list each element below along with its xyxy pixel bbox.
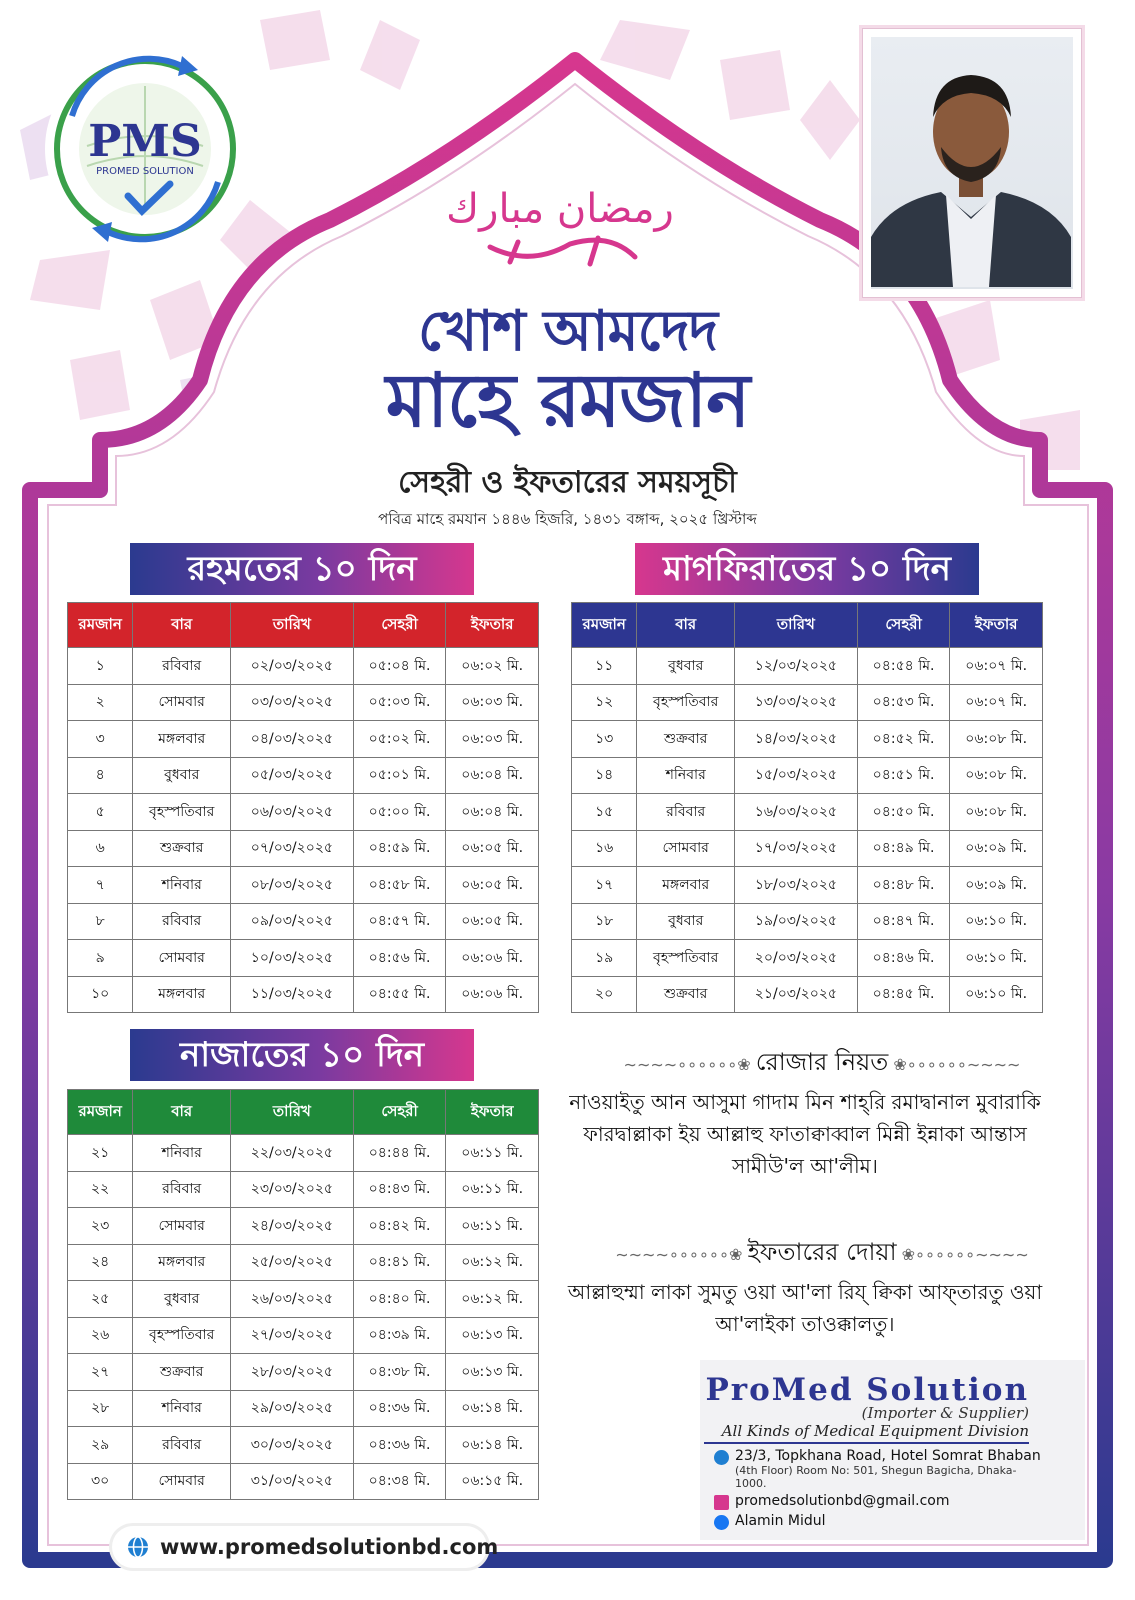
cell-day: বৃহস্পতিবার [637, 684, 735, 721]
cell-iftar: ০৬:১৩ মি. [446, 1317, 539, 1354]
cell-day: সোমবার [637, 830, 735, 867]
table-row [572, 867, 1043, 904]
address-line1: 23/3, Topkhana Road, Hotel Somrat Bhaban [735, 1448, 1041, 1464]
cell-ramadan: ১৫ [572, 794, 637, 831]
ornament-right-icon: ❀∘∘∘∘∘∘∼∼∼∼ [896, 1245, 1029, 1264]
table-row [68, 830, 539, 867]
cell-date: ১৫/০৩/২০২৫ [735, 757, 858, 794]
iftar-dua-heading [572, 1234, 1072, 1274]
cell-ramadan: ৩০ [68, 1463, 133, 1500]
company-division: All Kinds of Medical Equipment Division [704, 1422, 1029, 1444]
cell-date: ০৭/০৩/২০২৫ [231, 830, 354, 867]
cell-iftar: ০৬:০৫ মি. [446, 867, 539, 904]
cell-date: ০৪/০৩/২০২৫ [231, 721, 354, 758]
banner-magfirat: মাগফিরাতের ১০ দিন [635, 543, 979, 595]
title-welcome: খোশ আমদেদ [417, 298, 718, 364]
niyat-heading-text: রোজার নিয়ত [755, 1048, 889, 1076]
col-day: বার [133, 603, 231, 648]
cell-day: শুক্রবার [133, 1354, 231, 1391]
facebook-icon [714, 1515, 729, 1530]
cell-iftar: ০৬:১২ মি. [446, 1244, 539, 1281]
cell-day: শনিবার [133, 1135, 231, 1172]
cell-ramadan: ২৬ [68, 1317, 133, 1354]
cell-sehri: ০৪:৫৬ মি. [353, 940, 446, 977]
ramadan-mubarak-calligraphy [446, 172, 674, 282]
cell-sehri: ০৪:৫৭ মি. [353, 903, 446, 940]
contact-block [714, 1448, 1044, 1533]
cell-iftar: ০৬:০২ মি. [446, 648, 539, 685]
title-ramadan: মাহে রমজান [385, 358, 750, 444]
cell-ramadan: ২৪ [68, 1244, 133, 1281]
cell-ramadan: ১০ [68, 976, 133, 1013]
cell-iftar: ০৬:০৮ মি. [950, 757, 1043, 794]
table-row [572, 794, 1043, 831]
cell-sehri: ০৪:৪৬ মি. [857, 940, 950, 977]
cell-iftar: ০৬:১৫ মি. [446, 1463, 539, 1500]
schedule-subtitle: সেহরী ও ইফতারের সময়সূচী [398, 465, 737, 500]
email-icon [714, 1495, 729, 1510]
logo-text: PMS [88, 116, 202, 167]
table-row [68, 1135, 539, 1172]
cell-ramadan: ২২ [68, 1171, 133, 1208]
ornament-left-icon: ∼∼∼∼∘∘∘∘∘∘❀ [623, 1055, 756, 1074]
cell-sehri: ০৪:৪১ মি. [353, 1244, 446, 1281]
cell-day: রবিবার [637, 794, 735, 831]
cell-day: রবিবার [133, 1427, 231, 1464]
cell-iftar: ০৬:১৪ মি. [446, 1390, 539, 1427]
cell-date: ১৮/০৩/২০২৫ [735, 867, 858, 904]
cell-sehri: ০৪:৫৮ মি. [353, 867, 446, 904]
cell-sehri: ০৫:০১ মি. [353, 757, 446, 794]
table-row [68, 1244, 539, 1281]
cell-ramadan: ৫ [68, 794, 133, 831]
cell-ramadan: ৯ [68, 940, 133, 977]
cell-ramadan: ১৮ [572, 903, 637, 940]
arabic-text: رمضان مبارك [446, 186, 674, 232]
table-row [68, 648, 539, 685]
cell-iftar: ০৬:১১ মি. [446, 1208, 539, 1245]
cell-date: ৩০/০৩/২০২৫ [231, 1427, 354, 1464]
cell-iftar: ০৬:০৮ মি. [950, 721, 1043, 758]
cell-date: ০৮/০৩/২০২৫ [231, 867, 354, 904]
cell-date: ২০/০৩/২০২৫ [735, 940, 858, 977]
cell-day: শুক্রবার [133, 830, 231, 867]
cell-day: সোমবার [133, 1463, 231, 1500]
col-date: তারিখ [735, 603, 858, 648]
cell-iftar: ০৬:১১ মি. [446, 1171, 539, 1208]
cell-day: শনিবার [133, 867, 231, 904]
facebook-name[interactable]: Alamin Midul [735, 1513, 826, 1529]
cell-day: বুধবার [133, 1281, 231, 1318]
cell-sehri: ০৪:৪২ মি. [353, 1208, 446, 1245]
cell-ramadan: ১৭ [572, 867, 637, 904]
cell-day: বুধবার [637, 903, 735, 940]
cell-iftar: ০৬:০৪ মি. [446, 794, 539, 831]
cell-day: সোমবার [133, 1208, 231, 1245]
cell-ramadan: ৩ [68, 721, 133, 758]
cell-iftar: ০৬:০৯ মি. [950, 867, 1043, 904]
cell-date: ৩১/০৩/২০২৫ [231, 1463, 354, 1500]
cell-day: শুক্রবার [637, 721, 735, 758]
cell-date: ১২/০৩/২০২৫ [735, 648, 858, 685]
cell-date: ২৬/০৩/২০২৫ [231, 1281, 354, 1318]
cell-date: ১১/০৩/২০২৫ [231, 976, 354, 1013]
table-najat [67, 1089, 539, 1500]
cell-ramadan: ৭ [68, 867, 133, 904]
cell-iftar: ০৬:১১ মি. [446, 1135, 539, 1172]
col-day: বার [637, 603, 735, 648]
table-magfirat [571, 602, 1043, 1013]
globe-icon [126, 1535, 150, 1559]
table-row [68, 1427, 539, 1464]
cell-date: ০৯/০৩/২০২৫ [231, 903, 354, 940]
company-role: (Importer & Supplier) [861, 1404, 1029, 1422]
table-row [572, 757, 1043, 794]
cell-sehri: ০৪:৪৯ মি. [857, 830, 950, 867]
company-block [704, 1372, 1029, 1444]
col-sehri: সেহরী [353, 603, 446, 648]
email-address[interactable]: promedsolutionbd@gmail.com [735, 1493, 950, 1509]
cell-ramadan: ২১ [68, 1135, 133, 1172]
cell-iftar: ০৬:০৪ মি. [446, 757, 539, 794]
year-subline: পবিত্র মাহে রমযান ১৪৪৬ হিজরি, ১৪৩১ বঙ্গাব্দ, ২০২৫ খ্রিস্টাব্দ [378, 510, 757, 528]
cell-ramadan: ২৭ [68, 1354, 133, 1391]
col-iftar: ইফতার [446, 1090, 539, 1135]
iftar-dua-heading-text: ইফতারের দোয়া [747, 1238, 897, 1266]
cell-ramadan: ২৩ [68, 1208, 133, 1245]
cell-day: রবিবার [133, 648, 231, 685]
cell-sehri: ০৪:৪০ মি. [353, 1281, 446, 1318]
cell-sehri: ০৫:০০ মি. [353, 794, 446, 831]
cell-iftar: ০৬:১০ মি. [950, 976, 1043, 1013]
niyat-text: নাওয়াইতু আন আসুমা গাদাম মিন শাহ্‌রি রমাদ্বানাল মুবারাকি ফারদ্বাল্লাকা ইয় আল্লাহু ফাতাক্বাব্বাল মিন্নী ইন্নাকা আন্তাস সামীউ'ল আ'লীম। [569, 1090, 1041, 1178]
cell-sehri: ০৪:৪৫ মি. [857, 976, 950, 1013]
cell-date: ০২/০৩/২০২৫ [231, 648, 354, 685]
cell-date: ২৪/০৩/২০২৫ [231, 1208, 354, 1245]
cell-date: ১৪/০৩/২০২৫ [735, 721, 858, 758]
logo-subtext: PROMED SOLUTION [96, 166, 194, 177]
cell-sehri: ০৪:৩৬ মি. [353, 1390, 446, 1427]
table-row [68, 1463, 539, 1500]
col-ramadan: রমজান [68, 1090, 133, 1135]
cell-day: শনিবার [637, 757, 735, 794]
company-name: ProMed Solution [705, 1372, 1029, 1408]
pms-logo [42, 46, 248, 252]
table-rahmat [67, 602, 539, 1013]
cell-date: ২৩/০৩/২০২৫ [231, 1171, 354, 1208]
cell-ramadan: ২০ [572, 976, 637, 1013]
cell-date: ১৩/০৩/২০২৫ [735, 684, 858, 721]
table-row [572, 648, 1043, 685]
cell-ramadan: ১১ [572, 648, 637, 685]
col-ramadan: রমজান [68, 603, 133, 648]
cell-iftar: ০৬:০৭ মি. [950, 684, 1043, 721]
table-row [68, 684, 539, 721]
cell-date: ২৯/০৩/২০২৫ [231, 1390, 354, 1427]
banner-najat: নাজাতের ১০ দিন [130, 1029, 474, 1081]
cell-day: সোমবার [133, 684, 231, 721]
cell-sehri: ০৪:৩৮ মি. [353, 1354, 446, 1391]
cell-iftar: ০৬:০৬ মি. [446, 940, 539, 977]
website-link[interactable] [112, 1526, 499, 1568]
cell-iftar: ০৬:০৩ মি. [446, 684, 539, 721]
table-row [572, 830, 1043, 867]
cell-date: ১৬/০৩/২০২৫ [735, 794, 858, 831]
table-row [68, 903, 539, 940]
table-row [68, 1281, 539, 1318]
col-date: তারিখ [231, 1090, 354, 1135]
cell-day: বৃহস্পতিবার [133, 1317, 231, 1354]
cell-ramadan: ২ [68, 684, 133, 721]
table-row [572, 721, 1043, 758]
cell-iftar: ০৬:১০ মি. [950, 940, 1043, 977]
col-iftar: ইফতার [446, 603, 539, 648]
cell-date: ১৭/০৩/২০২৫ [735, 830, 858, 867]
cell-iftar: ০৬:১৩ মি. [446, 1354, 539, 1391]
cell-sehri: ০৪:৫৯ মি. [353, 830, 446, 867]
cell-iftar: ০৬:০৭ মি. [950, 648, 1043, 685]
cell-sehri: ০৪:৩৪ মি. [353, 1463, 446, 1500]
address-line2: (4th Floor) Room No: 501, Shegun Bagicha, Dhaka-1000. [735, 1464, 1017, 1490]
table-row [68, 940, 539, 977]
cell-ramadan: ৬ [68, 830, 133, 867]
cell-ramadan: ২৯ [68, 1427, 133, 1464]
cell-sehri: ০৪:৫৫ মি. [353, 976, 446, 1013]
person-photo [862, 28, 1082, 298]
table-row [68, 976, 539, 1013]
col-date: তারিখ [231, 603, 354, 648]
website-url: www.promedsolutionbd.com [160, 1535, 499, 1559]
cell-sehri: ০৪:৪৭ মি. [857, 903, 950, 940]
cell-date: ০৫/০৩/২০২৫ [231, 757, 354, 794]
col-iftar: ইফতার [950, 603, 1043, 648]
cell-date: ১৯/০৩/২০২৫ [735, 903, 858, 940]
cell-ramadan: ১৪ [572, 757, 637, 794]
banner-rahmat: রহমতের ১০ দিন [130, 543, 474, 595]
cell-iftar: ০৬:১০ মি. [950, 903, 1043, 940]
cell-day: বুধবার [133, 757, 231, 794]
cell-day: মঙ্গলবার [133, 721, 231, 758]
cell-date: ০৬/০৩/২০২৫ [231, 794, 354, 831]
cell-date: ১০/০৩/২০২৫ [231, 940, 354, 977]
cell-day: বৃহস্পতিবার [637, 940, 735, 977]
cell-sehri: ০৪:৪৪ মি. [353, 1135, 446, 1172]
cell-ramadan: ১২ [572, 684, 637, 721]
cell-iftar: ০৬:০৫ মি. [446, 903, 539, 940]
cell-day: সোমবার [133, 940, 231, 977]
cell-sehri: ০৪:৪৩ মি. [353, 1171, 446, 1208]
col-ramadan: রমজান [572, 603, 637, 648]
cell-sehri: ০৫:০৪ মি. [353, 648, 446, 685]
cell-sehri: ০৪:৫৪ মি. [857, 648, 950, 685]
table-row [572, 976, 1043, 1013]
cell-sehri: ০৫:০২ মি. [353, 721, 446, 758]
cell-day: শুক্রবার [637, 976, 735, 1013]
cell-day: মঙ্গলবার [637, 867, 735, 904]
table-row [68, 1390, 539, 1427]
cell-iftar: ০৬:০৯ মি. [950, 830, 1043, 867]
cell-date: ২৭/০৩/২০২৫ [231, 1317, 354, 1354]
table-row [68, 1171, 539, 1208]
table-row [68, 757, 539, 794]
table-row [572, 684, 1043, 721]
cell-ramadan: ১ [68, 648, 133, 685]
table-row [68, 1208, 539, 1245]
table-row [68, 794, 539, 831]
cell-iftar: ০৬:১২ মি. [446, 1281, 539, 1318]
cell-day: রবিবার [133, 903, 231, 940]
cell-iftar: ০৬:০৫ মি. [446, 830, 539, 867]
cell-ramadan: ২৫ [68, 1281, 133, 1318]
cell-iftar: ০৬:০৬ মি. [446, 976, 539, 1013]
location-pin-icon [714, 1450, 729, 1465]
cell-ramadan: ১৩ [572, 721, 637, 758]
cell-day: বৃহস্পতিবার [133, 794, 231, 831]
cell-day: মঙ্গলবার [133, 976, 231, 1013]
cell-sehri: ০৪:৩৯ মি. [353, 1317, 446, 1354]
table-row [572, 903, 1043, 940]
cell-iftar: ০৬:০৮ মি. [950, 794, 1043, 831]
niyat-heading [572, 1044, 1072, 1084]
cell-iftar: ০৬:১৪ মি. [446, 1427, 539, 1464]
cell-sehri: ০৪:৫০ মি. [857, 794, 950, 831]
table-row [68, 1317, 539, 1354]
iftar-dua-text: আল্লাহুম্মা লাকা সুমতু ওয়া আ'লা রিয্‌ ক্বিকা আফ্‌তারতু ওয়া আ'লাইকা তাওক্কালতু। [567, 1280, 1043, 1336]
cell-day: মঙ্গলবার [133, 1244, 231, 1281]
table-row [68, 1354, 539, 1391]
ornament-right-icon: ❀∘∘∘∘∘∘∼∼∼∼ [888, 1055, 1021, 1074]
cell-day: বুধবার [637, 648, 735, 685]
ornament-left-icon: ∼∼∼∼∘∘∘∘∘∘❀ [615, 1245, 748, 1264]
cell-day: রবিবার [133, 1171, 231, 1208]
cell-ramadan: ২৮ [68, 1390, 133, 1427]
cell-sehri: ০৪:৩৬ মি. [353, 1427, 446, 1464]
table-row [68, 721, 539, 758]
cell-sehri: ০৪:৪৮ মি. [857, 867, 950, 904]
cell-date: ২৫/০৩/২০২৫ [231, 1244, 354, 1281]
col-sehri: সেহরী [353, 1090, 446, 1135]
table-row [572, 940, 1043, 977]
cell-ramadan: ১৯ [572, 940, 637, 977]
cell-ramadan: ১৬ [572, 830, 637, 867]
cell-sehri: ০৫:০৩ মি. [353, 684, 446, 721]
cell-sehri: ০৪:৫১ মি. [857, 757, 950, 794]
cell-ramadan: ৪ [68, 757, 133, 794]
cell-date: ২১/০৩/২০২৫ [735, 976, 858, 1013]
cell-date: ২২/০৩/২০২৫ [231, 1135, 354, 1172]
table-row [68, 867, 539, 904]
cell-date: ২৮/০৩/২০২৫ [231, 1354, 354, 1391]
cell-day: শনিবার [133, 1390, 231, 1427]
cell-iftar: ০৬:০৩ মি. [446, 721, 539, 758]
col-day: বার [133, 1090, 231, 1135]
cell-date: ০৩/০৩/২০২৫ [231, 684, 354, 721]
cell-sehri: ০৪:৫৩ মি. [857, 684, 950, 721]
cell-sehri: ০৪:৫২ মি. [857, 721, 950, 758]
col-sehri: সেহরী [857, 603, 950, 648]
cell-ramadan: ৮ [68, 903, 133, 940]
